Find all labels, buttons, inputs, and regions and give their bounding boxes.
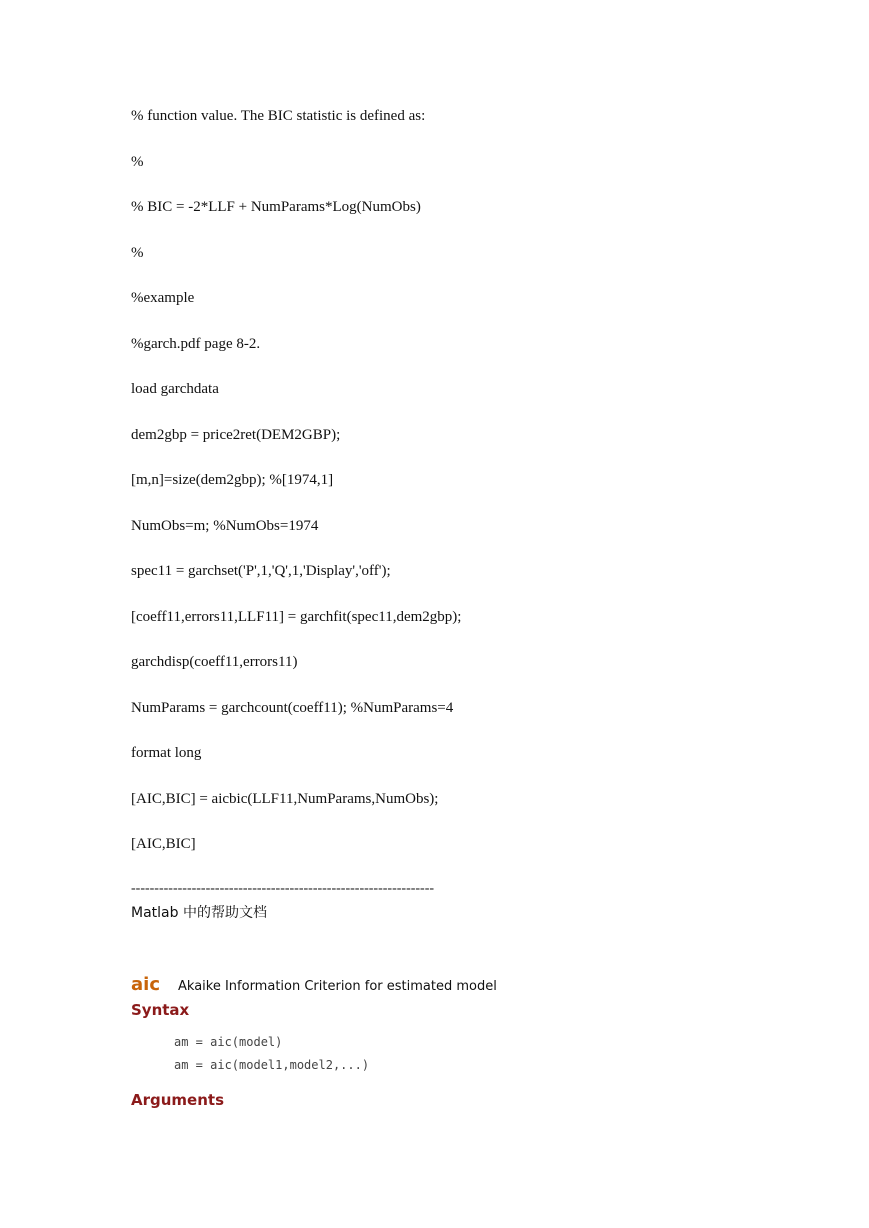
code-line: load garchdata [131, 381, 219, 397]
code-line: NumParams = garchcount(coeff11); %NumParams=4 [131, 700, 454, 716]
syntax-heading: Syntax [131, 1001, 190, 1019]
code-line: % BIC = -2*LLF + NumParams*Log(NumObs) [131, 199, 421, 215]
code-line: NumObs=m; %NumObs=1974 [131, 518, 319, 534]
code-line: % function value. The BIC statistic is defined as: [131, 108, 426, 124]
code-line: %example [131, 290, 195, 306]
code-line: %garch.pdf page 8-2. [131, 336, 261, 352]
help-heading: Matlab 中的帮助文档 [131, 905, 267, 921]
syntax-line: am = aic(model) [174, 1035, 283, 1049]
function-description: Akaike Information Criterion for estimated model [178, 979, 497, 994]
code-line: format long [131, 745, 202, 761]
code-line: [m,n]=size(dem2gbp); %[1974,1] [131, 472, 334, 488]
separator-line: ----------------------------------------------------------------- [131, 881, 435, 896]
function-title-row [131, 974, 497, 995]
arguments-heading: Arguments [131, 1091, 225, 1109]
code-line: [AIC,BIC] = aicbic(LLF11,NumParams,NumObs); [131, 791, 439, 807]
document-page [131, 0, 831, 1228]
code-line: spec11 = garchset('P',1,'Q',1,'Display','off'); [131, 563, 391, 579]
code-line: % [131, 154, 144, 170]
code-line: garchdisp(coeff11,errors11) [131, 654, 298, 670]
function-name: aic [131, 974, 160, 995]
code-line: dem2gbp = price2ret(DEM2GBP); [131, 427, 341, 443]
syntax-line: am = aic(model1,model2,...) [174, 1058, 370, 1072]
code-line: % [131, 245, 144, 261]
code-line: [AIC,BIC] [131, 836, 196, 852]
code-line: [coeff11,errors11,LLF11] = garchfit(spec11,dem2gbp); [131, 609, 462, 625]
